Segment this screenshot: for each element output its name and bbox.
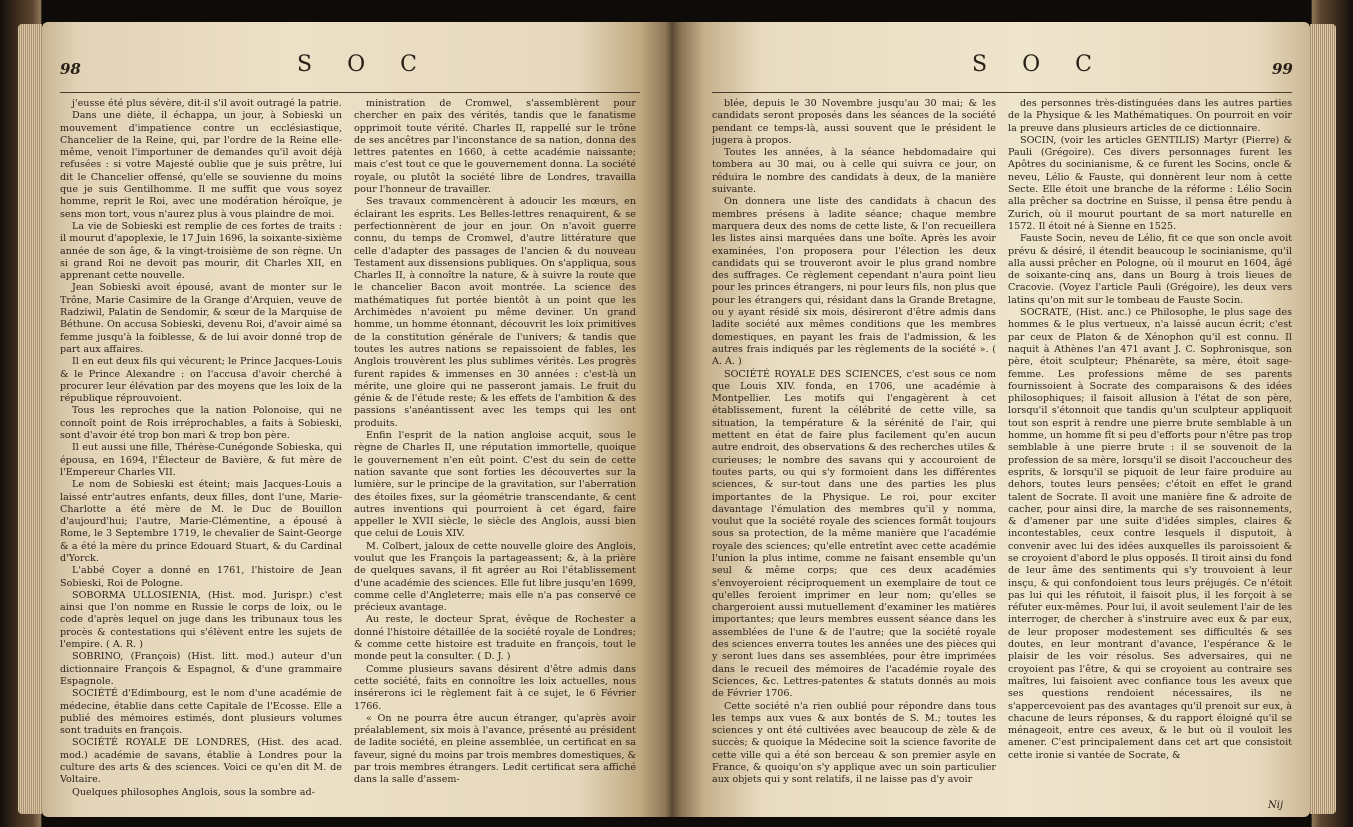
right-page (672, 22, 1310, 817)
text-paragraph: ministration de Cromwel, s'assemblèrent pour chercher en paix des vérités, tandis que le fanatisme opprimoit toute vérité. Charles II, rappellé sur le trône de ses ancêtres par l'inconstance de sa nation, donna des lettres patentes en 1660, à cette académie naissante; mais c'est tout ce que le gouvernement donna. La société royale, ou plutôt la société libre de Londres, travailla pour l'honneur de travailler. (354, 98, 636, 196)
text-paragraph: Dans une diète, il échappa, un jour, à Sobieski un mouvement d'impatience contre un ecclésiastique, Chancelier de la Reine, qui, par l'ordre de la Reine elle-même, venoit l'importuner de demandes qu'il avoit déjà refusées : si votre Majesté oublie que je suis prêtre, lui dit le Chancelier offensé, qu'elle se souvienne du moins que je suis Gentilhomme. Il me suffit que vous soyez homme, reprit le Roi, avec une modération héroïque, je sens mon tort, vous n'aurez plus à vous plaindre de moi. (60, 110, 342, 220)
text-paragraph: La vie de Sobieski est remplie de ces fortes de traits : il mourut d'apoplexie, le 17 Juin 1696, la soixante-sixième année de son âge, & la vingt-troisième de son règne. Un si grand Roi ne devoit pas mourir, dit Charles XII, en apprenant cette nouvelle. (60, 220, 342, 282)
text-paragraph: SOBORMA ULLOSIENIA, (Hist. mod. Jurispr.) c'est ainsi que l'on nomme en Russie le corps de loix, ou le code d'après lequel on juge dans les tribunaux tous les procès & contestations qui s'élèvent entre les sujets de l'empire. ( A. R. ) (60, 589, 342, 651)
text-paragraph: Jean Sobieski avoit épousé, avant de monter sur le Trône, Marie Casimire de la Grange d'Arquien, veuve de Radziwil, Palatin de Sendomir, & sœur de la Marquise de Béthune. On accusa Sobieski, devenu Roi, d'avoir aimé sa femme jusqu'à la foiblesse, & de lui avoir donné trop de part aux affaires. (60, 282, 342, 355)
right-page-edges (1310, 24, 1336, 814)
text-paragraph: SOCIÉTÉ ROYALE DES SCIENCES, c'est sous ce nom que Louis XIV. fonda, en 1706, une académie à Montpellier. Les motifs qui l'engagèrent à cet établissement, furent la célébrité de cette ville, sa situation, la température & la sérénité de l'air, qui mettent en état de faire plus facilement qu'en aucun autre endroit, des observations & des recherches utiles & curieuses; le nombre des savans qui y accouroient de toutes parts, ou qui s'y formoient dans les différentes sciences, & sur-tout dans une des parties les plus importantes de la Physique. Le roi, pour exciter davantage l'émulation des membres qu'il y nomma, voulut que la société royale des sciences formât toujours sous sa protection, de la même manière que l'académie royale des sciences; qu'elle entretînt avec cette académie l'union la plus intime, comme ne faisant ensemble qu'un seul & même corps; que ces deux académies s'envoyeroient réciproquement un exemplaire de tout ce qu'elles feroient imprimer en leur nom; qu'elles se chargeroient aussi mutuellement d'examiner les matières importantes; que leurs membres eussent séance dans les assemblées de l'une & de l'autre; que la société royale des sciences enverra toutes les années une des pièces qui y seront lues dans ses assemblées, pour être imprimées dans le recueil des mémoires de l'académie royale des Sciences, &c. Lettres-patentes & statuts donnés au mois de Février 1706. (712, 368, 996, 700)
left-page-number: 98 (60, 60, 81, 78)
right-page-number: 99 (1272, 60, 1293, 78)
text-paragraph: Il eut aussi une fille, Thérèse-Cunégonde Sobieska, qui épousa, en 1694, l'Électeur de Bavière, & fut mère de l'Empereur Charles VII. (60, 442, 342, 478)
text-paragraph: SOCIÉTÉ d'Edimbourg, est le nom d'une académie de médecine, établie dans cette Capitale de l'Ecosse. Elle a publié des mémoires estimés, dont plusieurs volumes sont traduits en françois. (60, 688, 342, 737)
left-header-rule (60, 92, 640, 93)
signature-mark: Nij (1268, 800, 1284, 811)
text-paragraph: Cette société n'a rien oublié pour répondre dans tous les temps aux vues & aux bontés de S. M.; toutes les sciences y ont été cultivées avec beaucoup de zèle & de succès; & quoique la Médecine soit la science favorite de cette ville qui a été son berceau & son premier asyle en France, & quoiqu'on s'y applique avec un soin particulier aux objets qui y sont relatifs, il ne laisse pas d'y avoir (712, 700, 996, 786)
left-column-2 (354, 98, 636, 814)
text-paragraph: Le nom de Sobieski est éteint; mais Jacques-Louis a laissé entr'autres enfants, deux filles, dont l'une, Marie-Charlotte a été mère de M. le Duc de Bouillon d'aujourd'hui; l'autre, Marie-Clémentine, a épousé à Rome, le 3 Septembre 1719, le chevalier de Saint-George & a été la mère du prince Edouard Stuart, & du Cardinal d'Yorck. (60, 479, 342, 564)
text-paragraph: Ses travaux commencèrent à adoucir les mœurs, en éclairant les esprits. Les Belles-lettres renaquirent, & se perfectionnèrent de jour en jour. On n'avoit guerre connu, du temps de Cromwel, d'autre littérature que celle d'adapter des passages de l'ancien & du nouveau Testament aux dissensions publiques. On s'appliqua, sous Charles II, à connoître la nature, & à suivre la route que le chancelier Bacon avoit montrée. La science des mathématiques fut portée bientôt à un point que les Archimèdes n'avoient pu même deviner. Un grand homme, un homme étonnant, découvrit les loix primitives de la constitution générale de l'univers; & tandis que toutes les autres nations se repaissoient de fables, les Anglois trouvèrent les plus sublimes vérités. Les progrès furent rapides & immenses en 30 années : c'est-là un mérite, une gloire qui ne passeront jamais. Le fruit du génie & de l'étude reste; & les effets de l'ambition & des passions s'anéantissent avec les temps qui les ont produits. (354, 196, 636, 429)
text-paragraph: SOCIN, (voir les articles GENTILIS) Martyr (Pierre) & Pauli (Grégoire). Ces divers personnages furent les Apôtres du socinianisme, & ce furent les Socins, oncle & neveu, Lélio & Fauste, qui donnèrent leur nom à cette Secte. Elle étoit une branche de la réforme : Lélio Socin alla prêcher sa doctrine en Suisse, il pensa être pendu à Zurich, où il mourut pourtant de sa mort naturelle en 1572. Il étoit né à Sienne en 1525. (1008, 134, 1292, 232)
text-paragraph: Quelques philosophes Anglois, sous la sombre ad- (72, 786, 315, 798)
left-page (42, 22, 672, 817)
right-column-1 (712, 98, 996, 798)
text-paragraph: L'abbé Coyer a donné en 1761, l'histoire de Jean Sobieski, Roi de Pologne. (60, 565, 342, 589)
left-page-edges (18, 24, 42, 814)
text-paragraph: Tous les reproches que la nation Polonoise, qui ne connoît point de Rois irréprochables, a faits à Sobieski, sont d'avoir été trop bon mari & trop bon père. (60, 405, 342, 442)
left-running-head: S O C (297, 52, 431, 77)
text-paragraph: Enfin l'esprit de la nation angloise acquit, sous le règne de Charles II, une réputation immortelle, quoique le gouvernement n'en eût point. C'est du sein de cette nation savante que sont forties les découvertes sur la lumière, sur le principe de la gravitation, sur l'aberration des étoiles fixes, sur la géométrie transcendante, & cent autres inventions qui pourroient à cet égard, faire appeller le XVII siècle, le siècle des Anglois, aussi bien que celui de Louis XIV. (354, 430, 636, 540)
text-paragraph: SOCRATE, (Hist. anc.) ce Philosophe, le plus sage des hommes & le plus vertueux, n'a laissé aucun écrit; c'est par ceux de Platon & de Xénophon qu'il est connu. Il naquit à Athènes l'an 471 avant J. C. Sophronisque, son père, étoit sculpteur; Phénarète, sa mère, étoit sage-femme. Les professions même de ses parents fournissoient à Socrate des comparaisons & des idées philosophiques; il faisoit allusion à l'état de son père, lorsqu'il s'étonnoit que tandis qu'un sculpteur appliquoit tout son esprit à rendre une pierre brute semblable à un homme, un homme fît si peu d'efforts pour n'être pas trop semblable à une pierre brute : il se souvenoit de la profession de sa mère, lorsqu'il se disoit l'accoucheur des esprits, & lorsqu'il se piquoit de leur faire produire au dehors, toutes leurs pensées; c'étoit en effet le grand talent de Socrate. Il avoit une manière fine & adroite de cacher, pour ainsi dire, la marche de ses raisonnements, & d'amener par une suite d'idées simples, claires & incontestables, ceux contre lesquels il disputoit, à convenir avec lui des idées auxquelles ils paroissoient & se croyoient d'abord le plus opposés. Il tiroit ainsi du fond de leur âme des sentiments qui s'y trouvoient à leur insçu, & qui confondoient tous leurs préjugés. Ce n'étoit pas lui qui les réfutoit, il faisoit plus, il les forçoit à se réfuter eux-mêmes. Pour lui, il avoit seulement l'air de les interroger, de chercher à s'instruire avec eux & par eux, de leur proposer modestement ses difficultés & ses doutes, en leur montrant d'avance, l'espérance & le plaisir de les voir résolus. Ses adversaires, qui ne croyoient pas l'être, & qui se croyoient au contraire ses maîtres, lui faisoient avec confiance tous les aveux que ses questions rendoient nécessaires, ils ne s'appercevoient pas des avantages qu'il prenoit sur eux, à chacune de leurs réponses, & du rapport éloigné qu'il se ménageoit, entre ces aveux, & le but où il vouloit les amener. C'est principalement dans cet art que consistoit cette ironie si vantée de Socrate, & (1008, 307, 1292, 761)
text-paragraph: Au reste, le docteur Sprat, évêque de Rochester a donné l'histoire détaillée de la société royale de Londres; & comme cette histoire est traduite en françois, tout le monde peut la consulter. ( D. J. ) (354, 614, 636, 663)
right-running-head: S O C (972, 52, 1106, 77)
text-paragraph: Comme plusieurs savans désirent d'être admis dans cette société, faits en connoître les loix actuelles, nous insérerons ici le règlement fait à ce sujet, le 6 Février 1766. (354, 663, 636, 712)
text-paragraph: Il en eut deux fils qui vécurent; le Prince Jacques-Louis & le Prince Alexandre : on l'accusa d'avoir cherché à procurer leur élévation par des moyens que les loix de la république réprouvoient. (60, 356, 342, 405)
text-paragraph: SOCIÉTÉ ROYALE DE LONDRES, (Hist. des acad. mod.) académie de savans, établie à Londres pour la culture des arts & des sciences. Voici ce qu'en dit M. de Voltaire. (60, 737, 342, 786)
text-paragraph: M. Colbert, jaloux de cette nouvelle gloire des Anglois, voulut que les François la partageassent; &, à la prière de quelques savans, il fit agréer au Roi l'établissement d'une académie des sciences. Elle fut libre jusqu'en 1699, comme celle d'Angleterre; mais elle n'a pas conservé ce précieux avantage. (354, 540, 636, 614)
text-paragraph: j'eusse été plus sévère, dit-il s'il avoit outragé la patrie. (72, 98, 342, 109)
text-paragraph: des personnes très-distinguées dans les autres parties de la Physique & les Mathématiques. On pourroit en voir la preuve dans plusieurs articles de ce dictionnaire. (1008, 98, 1292, 134)
text-paragraph: Fauste Socin, neveu de Lélio, fit ce que son oncle avoit prévu & désiré, il étendit beaucoup le socinianisme, qu'il alla aussi prêcher en Pologne, où il mourut en 1604, âgé de soixante-cinq ans, dans un Bourg à trois lieues de Cracovie. (Voyez l'article Pauli (Grégoire), les deux vers latins qu'on mit sur le tombeau de Fauste Socin. (1008, 233, 1292, 306)
right-column-2 (1008, 98, 1292, 798)
text-paragraph: « On ne pourra être aucun étranger, qu'après avoir préalablement, six mois à l'avance, présenté au président de ladite société, en pleine assemblée, un certificat en sa faveur, signé du moins par trois membres domestiques, & par trois membres étrangers. Ledit certificat sera affiché dans la salle d'assem- (354, 712, 636, 786)
text-paragraph: On donnera une liste des candidats à chacun des membres présens à ladite séance; chaque membre marquera deux des noms de cette liste, & l'on recueillera les listes ainsi marquées dans une boîte. Après les avoir examinées, l'on proposera pour l'élection les deux candidats qui se trouveront avoir le plus grand nombre des suffrages. Ce règlement cependant n'aura point lieu pour les princes étrangers, ni pour leurs fils, non plus que pour les étrangers qui, résidant dans la Grande Bretagne, ou y ayant résidé six mois, désireront d'être admis dans ladite société aux mêmes conditions que les membres domestiques, en payant les frais de l'admission, & les autres frais indiqués par les règlements de la société ». ( A. A. ) (712, 196, 996, 368)
text-paragraph: SOBRINO, (François) (Hist. litt. mod.) auteur d'un dictionnaire François & Espagnol, & d'une grammaire Espagnole. (60, 651, 342, 687)
left-column-1 (60, 98, 342, 814)
right-header-rule (712, 92, 1292, 93)
text-paragraph: Toutes les années, à la séance hebdomadaire qui tombera au 30 mai, ou à celle qui suivra ce jour, on réduira le nombre des candidats à deux, de la manière suivante. (712, 147, 996, 196)
text-paragraph: blée, depuis le 30 Novembre jusqu'au 30 mai; & les candidats seront proposés dans les séances de la société pendant ce temps-là, aussi souvent que le président le jugera à propos. (712, 98, 996, 146)
